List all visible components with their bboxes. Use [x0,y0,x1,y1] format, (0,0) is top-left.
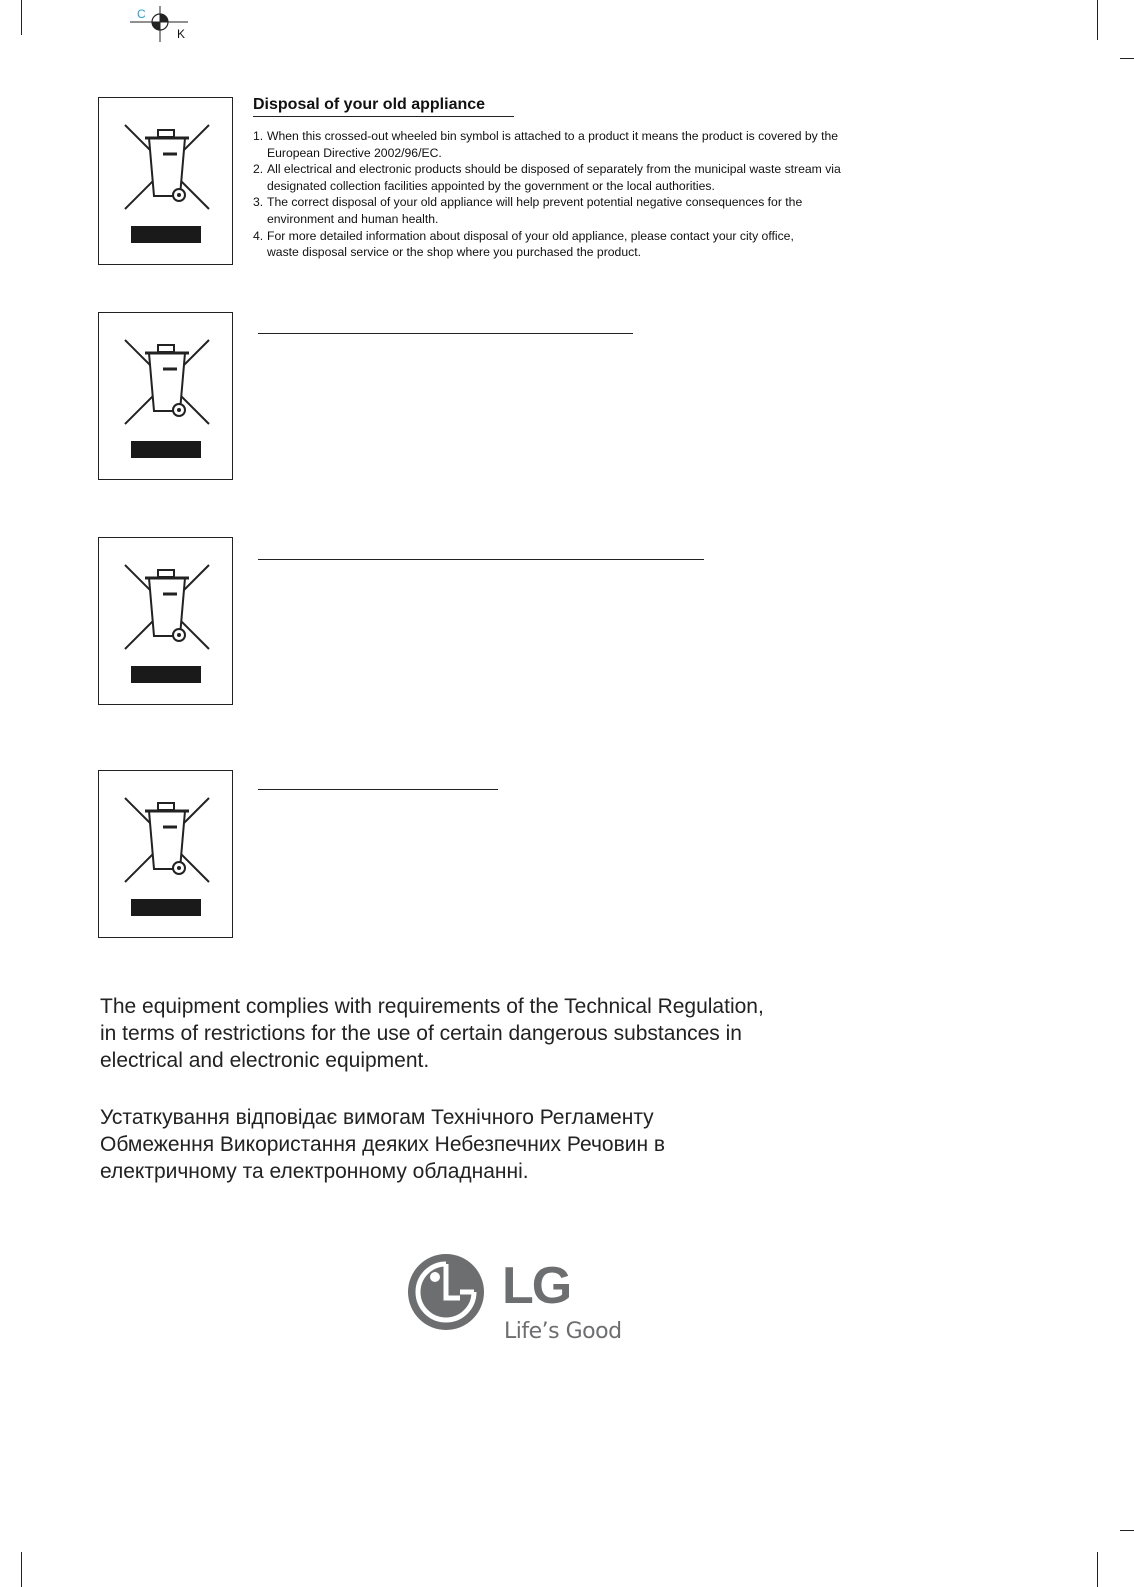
disposal-title-underline [253,116,514,117]
crop-mark-top-right [1097,0,1098,40]
disposal-list [253,128,953,261]
crop-mark-bottom-left [21,1552,22,1587]
list-item-text: All electrical and electronic products should be disposed of separately from the municipal waste stream via [267,162,841,177]
list-item-text: European Directive 2002/96/EC. [267,145,442,160]
weee-symbol-box [98,537,233,705]
statement-line: electrical and electronic equipment. [100,1049,430,1072]
disposal-title: Disposal of your old appliance [253,96,486,113]
weee-symbol-box [98,97,233,265]
crossed-bin-icon [99,538,234,706]
lg-logo [406,1252,636,1352]
statement-line: Обмеження Використання деяких Небезпечних Речовин в [100,1133,666,1156]
crossed-bin-icon [99,98,234,266]
list-item-text: The correct disposal of your old appliance will help prevent potential negative consequences for the [267,195,803,210]
crop-mark-bottom-right [1097,1552,1098,1587]
list-item-number: 2. [253,162,264,177]
list-item-number: 3. [253,195,264,210]
list-item [253,194,953,227]
registration-label-c: C [137,7,146,21]
list-item [253,128,953,161]
compliance-statement-uk [100,1104,665,1185]
statement-line: електричному та електронному обладнанні. [100,1160,529,1183]
section-title-underline [258,789,498,790]
list-item-number: 1. [253,129,264,143]
crop-mark-right-upper [1120,58,1134,59]
list-item-text: waste disposal service or the shop where you purchased the product. [267,245,641,260]
weee-symbol-box [98,312,233,480]
lg-wordmark: LG [502,1257,571,1315]
statement-line: The equipment complies with requirements of the Technical Regulation, [100,995,764,1018]
section-title-underline [258,559,704,560]
list-item-text: For more detailed information about disposal of your old appliance, please contact your city office, [267,228,794,243]
compliance-statement-en [100,993,764,1074]
list-item [253,161,953,194]
crossed-bin-icon [99,313,234,481]
crop-mark-right-lower [1120,1530,1134,1531]
list-item-text: environment and human health. [267,211,439,226]
crossed-bin-icon [99,771,234,939]
statement-line: in terms of restrictions for the use of certain dangerous substances in [100,1022,742,1045]
list-item [253,228,953,261]
weee-symbol-box [98,770,233,938]
lg-face-icon [406,1252,486,1332]
lg-tagline: Life’s Good [504,1319,622,1344]
list-item-number: 4. [253,228,264,243]
registration-label-k: K [177,27,186,41]
statement-line: Устаткування відповідає вимогам Технічного Регламенту [100,1106,654,1129]
crop-mark-top-left [21,0,22,35]
list-item-text: designated collection facilities appointed by the government or the local authorities. [267,178,715,193]
section-title-underline [258,333,633,334]
list-item-text: When this crossed-out wheeled bin symbol is attached to a product it means the product is covered by the [267,129,839,143]
